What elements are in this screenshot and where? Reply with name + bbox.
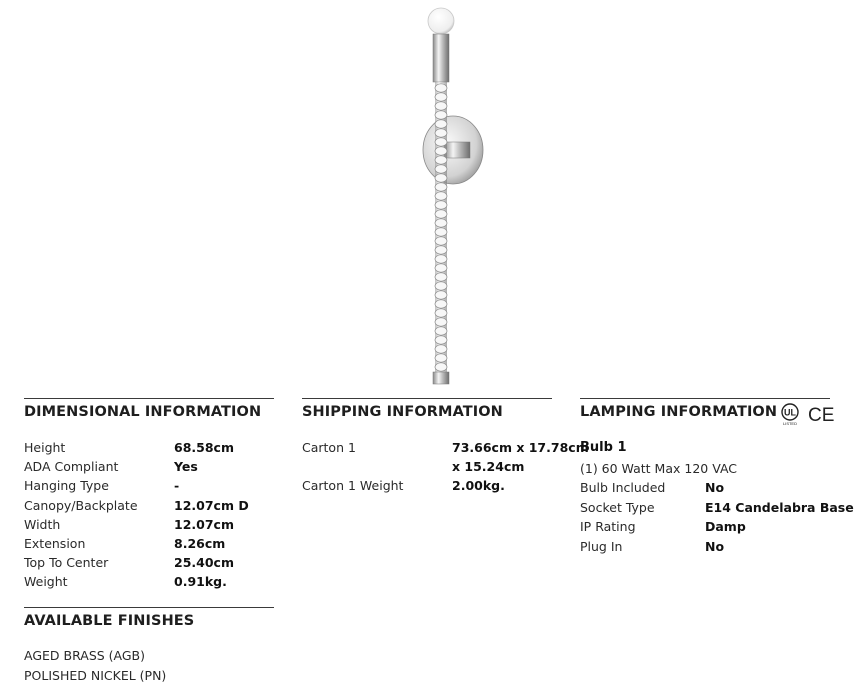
crystal-bead [435, 120, 447, 128]
crystal-bead [435, 336, 447, 344]
dimension-row [24, 498, 274, 516]
ul-listed-icon [778, 402, 804, 426]
ce-mark-icon [808, 404, 834, 424]
crystal-bead [435, 111, 447, 119]
dimension-label: Height [24, 440, 66, 455]
crystal-bead [435, 264, 447, 272]
dimensional-heading: DIMENSIONAL INFORMATION [24, 404, 262, 420]
dimensional-table [24, 440, 274, 600]
lamping-value: E14 Candelabra Base [705, 499, 854, 515]
crystal-bead [435, 138, 447, 146]
dimension-row [24, 536, 274, 554]
crystal-bead [435, 282, 447, 290]
dimension-row [24, 478, 274, 496]
dimension-value: - [174, 478, 180, 494]
lamping-row [580, 480, 850, 498]
dimension-label: Extension [24, 536, 86, 551]
finishes-heading: AVAILABLE FINISHES [24, 613, 195, 629]
crystal-bead [435, 147, 447, 155]
dimension-label: Canopy/Backplate [24, 497, 138, 513]
dimension-value: 12.07cm D [174, 497, 249, 513]
crystal-bead [435, 102, 447, 110]
shipping-section [302, 398, 552, 399]
crystal-bead [435, 246, 447, 254]
lamping-value: No [705, 538, 725, 554]
crystal-bead [435, 201, 447, 209]
carton-value-cont: x 15.24cm [452, 459, 525, 474]
finishes-list [24, 648, 274, 693]
dimension-row [24, 440, 274, 458]
crystal-bead [435, 273, 447, 281]
crystal-bead [435, 84, 447, 92]
shipping-heading: SHIPPING INFORMATION [302, 404, 503, 420]
crystal-bead [435, 345, 447, 353]
ce-mark-text: CE [808, 405, 834, 424]
dimension-label: Top To Center [24, 555, 109, 571]
crystal-bead [435, 237, 447, 245]
lamping-row [580, 519, 850, 537]
bulb-description: (1) 60 Watt Max 120 VAC [580, 461, 738, 476]
lamping-label: Socket Type [580, 499, 655, 515]
crystal-bead [435, 174, 447, 182]
carton-label: Carton 1 [302, 440, 356, 455]
dimension-value: 68.58cm [174, 440, 234, 455]
dimension-row [24, 555, 274, 573]
crystal-bead [435, 291, 447, 299]
dimension-label: Width [24, 516, 61, 532]
carton-weight-value: 2.00kg. [452, 478, 505, 493]
lamping-label: IP Rating [580, 519, 636, 534]
crystal-bead [435, 210, 447, 218]
crystal-bead [435, 363, 447, 371]
lamping-table [580, 440, 854, 560]
dimension-label: Weight [24, 574, 68, 590]
crystal-bead [435, 93, 447, 101]
product-image [400, 0, 510, 392]
carton-weight-row [302, 478, 572, 496]
lamping-heading: LAMPING INFORMATION [580, 404, 778, 420]
dimension-label: ADA Compliant [24, 459, 119, 475]
crystal-bead [435, 318, 447, 326]
crystal-bead [435, 354, 447, 362]
finishes-rule [24, 607, 274, 608]
dimension-row [24, 517, 274, 535]
shipping-table [302, 440, 589, 500]
ul-mark-text: UL [784, 407, 796, 418]
carton-weight-label: Carton 1 Weight [302, 478, 404, 493]
lamping-label: Plug In [580, 538, 623, 554]
dimension-value: 8.26cm [174, 536, 226, 551]
crystal-bead [435, 156, 447, 164]
crystal-bead [435, 165, 447, 173]
crystal-bead [435, 309, 447, 317]
ul-listed-text: LISTED [782, 421, 798, 426]
lamping-value: No [705, 480, 725, 495]
dimension-row [24, 459, 274, 477]
dimension-row [24, 574, 274, 592]
crystal-bead [435, 219, 447, 227]
crystal-bead [435, 192, 447, 200]
finish-item: POLISHED NICKEL (PN) [24, 668, 167, 683]
dimension-value: 12.07cm [174, 516, 234, 532]
lamping-value: Damp [705, 519, 746, 534]
dimension-value: 25.40cm [174, 555, 234, 571]
lamping-section [580, 398, 830, 399]
certifications [778, 402, 834, 426]
crystal-bead [435, 327, 447, 335]
crystal-bead [435, 228, 447, 236]
lamping-label: Bulb Included [580, 480, 666, 495]
finish-item: AGED BRASS (AGB) [24, 648, 146, 663]
dimension-value: 0.91kg. [174, 574, 227, 590]
crystal-bead [435, 129, 447, 137]
crystal-bead [435, 255, 447, 263]
dimensional-section [24, 398, 274, 399]
carton-value: 73.66cm x 17.78cm [452, 440, 589, 455]
bulb-title: Bulb 1 [580, 440, 627, 455]
carton-row [302, 440, 589, 458]
lamping-row [580, 539, 850, 557]
dimension-value: Yes [174, 459, 198, 475]
carton-row-cont [302, 459, 572, 477]
dimension-label: Hanging Type [24, 478, 109, 494]
crystal-bead [435, 183, 447, 191]
lamping-row [580, 499, 854, 518]
crystal-bead [435, 300, 447, 308]
